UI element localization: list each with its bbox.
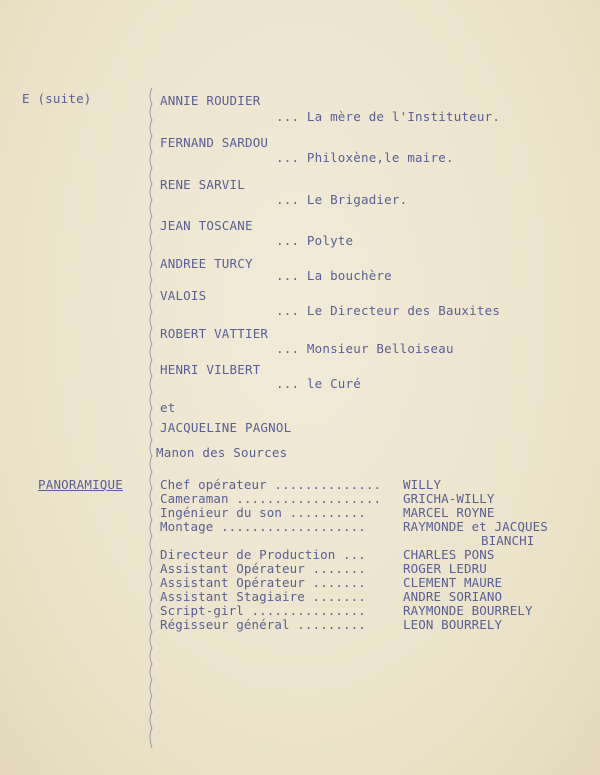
crew-name: CHARLES PONS [403, 547, 495, 562]
actor-name: FERNAND SARDOU [160, 135, 269, 150]
role-name: ... Philoxène,le maire. [276, 150, 454, 165]
role-name: ... La bouchère [276, 268, 392, 283]
crew-name: RAYMONDE et JACQUES [403, 519, 548, 534]
crew-job: Assistant Opérateur ....... [160, 575, 366, 590]
actor-name: ANNIE ROUDIER [160, 93, 261, 108]
crew-job: Cameraman ................... [160, 491, 382, 506]
crew-name: ANDRE SORIANO [403, 589, 503, 604]
actor-name: VALOIS [160, 288, 207, 303]
crew-job: Régisseur général ......... [160, 617, 366, 632]
panoramique-label: PANORAMIQUE [38, 477, 123, 492]
crew-name: CLEMENT MAURE [403, 575, 503, 590]
et-connector: et [160, 400, 176, 415]
actor-name: JEAN TOSCANE [160, 218, 253, 233]
role-name: ... La mère de l'Instituteur. [276, 109, 501, 124]
role-name: ... Polyte [276, 233, 354, 248]
actor-name: RENE SARVIL [160, 177, 245, 192]
crew-name: LEON BOURRELY [403, 617, 503, 632]
crew-name: MARCEL ROYNE [403, 505, 495, 520]
crew-job: Chef opérateur .............. [160, 477, 382, 492]
crew-job: Assistant Opérateur ....... [160, 561, 366, 576]
role-name: ... Monsieur Belloiseau [276, 341, 454, 356]
margin-bracket [146, 88, 156, 748]
crew-job: Montage ................... [160, 519, 366, 534]
crew-job: Directeur de Production ... [160, 547, 366, 562]
role-name: Manon des Sources [156, 445, 288, 460]
crew-job: Ingénieur du son .......... [160, 505, 366, 520]
role-name: ... Le Brigadier. [276, 192, 408, 207]
crew-job: Assistant Stagiaire ....... [160, 589, 366, 604]
crew-name: GRICHA-WILLY [403, 491, 495, 506]
crew-job: Script-girl ............... [160, 603, 366, 618]
crew-name: WILLY [403, 477, 442, 492]
actor-name: JACQUELINE PAGNOL [160, 420, 292, 435]
section-label: E (suite) [22, 91, 92, 106]
actor-name: ANDREE TURCY [160, 256, 253, 271]
crew-name: RAYMONDE BOURRELY [403, 603, 533, 618]
actor-name: HENRI VILBERT [160, 362, 261, 377]
actor-name: ROBERT VATTIER [160, 326, 269, 341]
crew-name: ROGER LEDRU [403, 561, 487, 576]
crew-name: BIANCHI [481, 533, 535, 548]
role-name: ... Le Directeur des Bauxites [276, 303, 501, 318]
role-name: ... le Curé [276, 376, 361, 391]
